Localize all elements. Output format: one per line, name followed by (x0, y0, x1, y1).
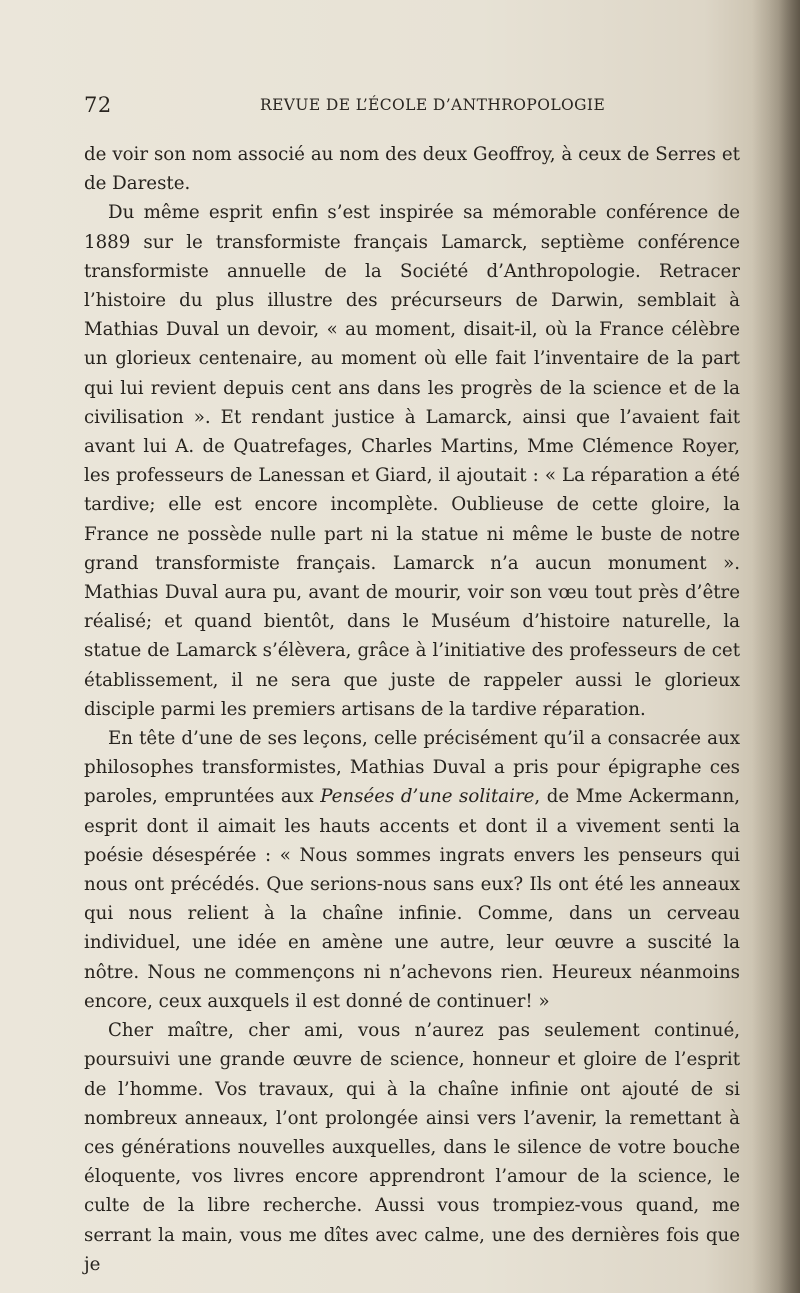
epigraph-quote-text: , de Mme Ackermann, esprit dont il aimait les hauts accents et dont il a vivement senti la poésie désespérée : « Nous sommes ingrats envers les penseurs qui nous ont précédés. Que serions-nous sans eux? Ils ont été les anneaux qui nous relient à la chaîne infinie. Comme, dans un cerveau individuel, une idée en amène une autre, leur œuvre a suscité la nôtre. Nous ne commençons ni n’achevons rien. Heureux néanmoins encore, ceux auxquels il est donné de continuer! » (84, 786, 740, 1012)
page-header (84, 93, 740, 123)
epigraph-intro-text: En tête d’une de ses leçons, celle précisément qu’il a consacrée aux philosophes transformistes, Mathias Duval a pris pour épigraphe ces paroles, empruntées aux (84, 728, 740, 808)
paragraph-lamarck-conference: Du même esprit enfin s’est inspirée sa mémorable conférence de 1889 sur le transformiste français Lamarck, septième conférence transformiste annuelle de la Société d’Anthropologie. Retracer l’histoire du plus illustre des précurseurs de Darwin, semblait à Mathias Duval un devoir, « au moment, disait-il, où la France célèbre un glorieux centenaire, au moment où elle fait l’inventaire de la part qui lui revient depuis cent ans dans les progrès de la science et de la civilisation ». Et rendant justice à Lamarck, ainsi que l’avaient fait avant lui A. de Quatrefages, Charles Martins, Mme Clémence Royer, les professeurs de Lanessan et Giard, il ajoutait : « La réparation a été tardive; elle est encore incomplète. Oublieuse de cette gloire, la France ne possède nulle part ni la statue ni même le buste de notre grand transformiste français. Lamarck n’a aucun monument ». Mathias Duval aura pu, avant de mourir, voir son vœu tout près d’être réalisé; et quand bientôt, dans le Muséum d’histoire naturelle, la statue de Lamarck s’élèvera, grâce à l’initiative des professeurs de cet établissement, il ne sera que juste de rappeler aussi le glorieux disciple parmi les premiers artisans de la tardive réparation. (84, 202, 740, 720)
running-title: REVUE DE L’ÉCOLE D’ANTHROPOLOGIE (260, 96, 606, 114)
paragraph-continuation: de voir son nom associé au nom des deux Geoffroy, à ceux de Serres et de Dareste. (84, 144, 740, 195)
paragraph-homage: Cher maître, cher ami, vous n’aurez pas seulement continué, poursuivi une grande œuvre de science, honneur et gloire de l’esprit de l’homme. Vos travaux, qui à la chaîne infinie ont ajouté de si nombreux anneaux, l’ont prolongée ainsi vers l’avenir, la remettant à ces générations nouvelles auxquelles, dans le silence de votre bouche éloquente, vos livres encore apprendront l’amour de la science, le culte de la libre recherche. Aussi vous trompiez-vous quand, me serrant la main, vous me dîtes avec calme, une des dernières fois que je (84, 1020, 740, 1275)
paragraph-epigraph (84, 724, 740, 1016)
page-edge-shadow (752, 0, 800, 1293)
body-text (84, 140, 740, 1279)
book-title: Pensées d’une solitaire (320, 786, 535, 808)
page-number: 72 (84, 93, 112, 117)
